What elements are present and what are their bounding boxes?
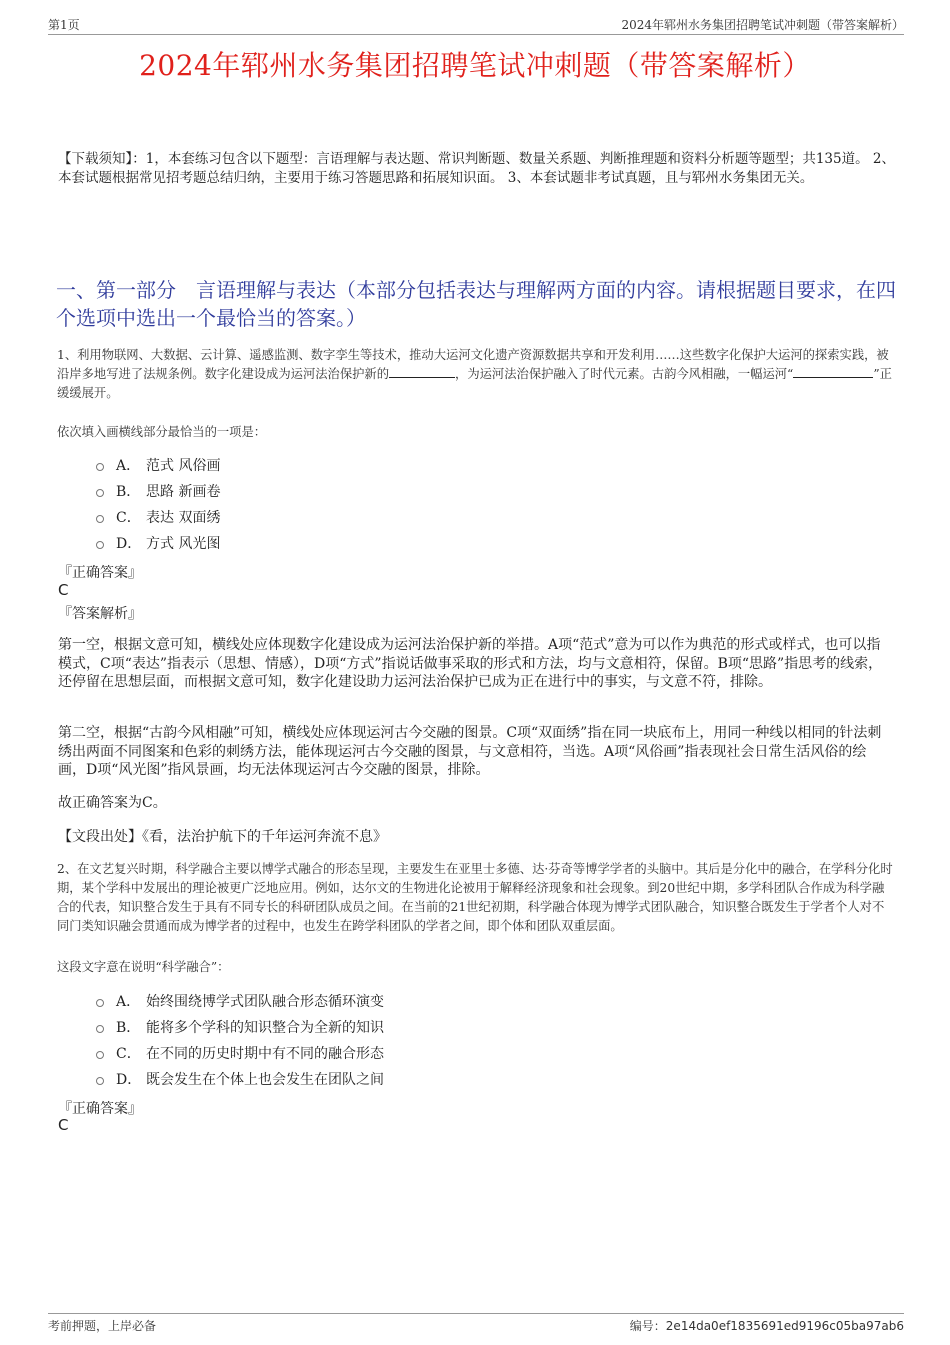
option-key: C． bbox=[116, 510, 141, 526]
question-1-text-part3: ”正缓缓展开。 bbox=[57, 367, 892, 400]
question-1-analysis-conclusion: 故正确答案为C。 bbox=[58, 795, 167, 811]
question-1-analysis-label: 『答案解析』 bbox=[58, 606, 142, 622]
question-1-option-a[interactable] bbox=[96, 452, 220, 478]
question-1-answer-label: 『正确答案』 bbox=[58, 565, 142, 581]
question-2-options bbox=[96, 988, 384, 1092]
question-2-stem: 2、在文艺复兴时期，科学融合主要以博学式融合的形态呈现，主要发生在亚里士多德、达·芬奇等博学学者的头脑中。其后是分化中的融合，在学科分化时期，某个学科中发展出的理论被更广泛地应用。例如，达尔文的生物进化论被用于解释经济现象和社会现象。到20世纪中期，多学科团队合作成为科学融合的代表，知识整合发生于具有不同专长的科研团队成员之间。在当前的21世纪初期，科学融合体现为博学式团队融合，知识整合既发生于学者个人对不同门类知识融会贯通而成为博学者的过程中，也发生在跨学科团队的学者之间，即个体和团队双重层面。 bbox=[57, 862, 893, 933]
question-1-option-c[interactable] bbox=[96, 504, 220, 530]
option-key: A． bbox=[116, 458, 141, 474]
footer-serial-number: 编号：2e14da0ef1835691ed9196c05ba97ab6 bbox=[629, 1319, 904, 1333]
option-text: 始终围绕博学式团队融合形态循环演变 bbox=[146, 994, 384, 1010]
option-text: 既会发生在个体上也会发生在团队之间 bbox=[146, 1072, 384, 1088]
question-1-options bbox=[96, 452, 220, 556]
footer-slogan: 考前押题，上岸必备 bbox=[48, 1319, 157, 1333]
header-doc-title: 2024年郓州水务集团招聘笔试冲刺题（带答案解析） bbox=[621, 18, 904, 32]
option-text: 在不同的历史时期中有不同的融合形态 bbox=[146, 1046, 384, 1062]
question-2-option-d[interactable] bbox=[96, 1066, 384, 1092]
option-key: B． bbox=[116, 484, 141, 500]
radio-icon[interactable] bbox=[96, 1077, 104, 1085]
download-notice: 【下载须知】：1，本套练习包含以下题型：言语理解与表达题、常识判断题、数量关系题、判断推理题和资料分析题等题型；共135道。 2、本套试题根据常见招考题总结归纳，主要用于练习答题思路和拓展知识面。 3、本套试题非考试真题，且与郓州水务集团无关。 bbox=[58, 151, 895, 186]
question-1-option-d[interactable] bbox=[96, 530, 220, 556]
question-1-instruction: 依次填入画横线部分最恰当的一项是： bbox=[57, 425, 267, 439]
question-2-instruction: 这段文字意在说明“科学融合”： bbox=[57, 960, 230, 974]
radio-icon[interactable] bbox=[96, 541, 104, 549]
radio-icon[interactable] bbox=[96, 1025, 104, 1033]
option-key: D． bbox=[116, 536, 142, 552]
option-key: A． bbox=[116, 994, 141, 1010]
radio-icon[interactable] bbox=[96, 1051, 104, 1059]
radio-icon[interactable] bbox=[96, 463, 104, 471]
radio-icon[interactable] bbox=[96, 515, 104, 523]
radio-icon[interactable] bbox=[96, 489, 104, 497]
question-1-text-part1: 1、利用物联网、大数据、云计算、遥感监测、数字孪生等技术，推动大运河文化遗产资源数据共享和开发利用……这些数字化保护大运河的探索实践，被沿岸多地写进了法规条例。数字化建设成为运河法治保护新的 bbox=[57, 348, 889, 381]
question-1-analysis-paragraph-2: 第二空，根据“古韵今风相融”可知，横线处应体现运河古今交融的图景。C项“双面绣”指在同一块底布上，用同一种线以相同的针法刺绣出两面不同图案和色彩的刺绣方法，能体现运河古今交融的图景，与文意相符，当选。A项“风俗画”指表现社会日常生活风俗的绘画，D项“风光图”指风景画，均无法体现运河古今交融的图景，排除。 bbox=[58, 725, 882, 778]
question-2-option-b[interactable] bbox=[96, 1014, 384, 1040]
document-title: 2024年郓州水务集团招聘笔试冲刺题（带答案解析） bbox=[139, 49, 811, 82]
answer-blank-1 bbox=[389, 365, 455, 378]
question-2-option-a[interactable] bbox=[96, 988, 384, 1014]
radio-icon[interactable] bbox=[96, 999, 104, 1007]
option-text: 表达 双面绣 bbox=[146, 510, 221, 526]
option-key: C． bbox=[116, 1046, 141, 1062]
option-text: 方式 风光图 bbox=[146, 536, 221, 552]
question-2-option-c[interactable] bbox=[96, 1040, 384, 1066]
question-1-text-part2: ，为运河法治保护融入了时代元素。古韵今风相融，一幅运河“ bbox=[455, 367, 794, 381]
page-header bbox=[48, 16, 904, 35]
question-1-analysis-paragraph-1: 第一空，根据文意可知，横线处应体现数字化建设成为运河法治保护新的举措。A项“范式”意为可以作为典范的形式或样式，也可以指模式，C项“表达”指表示（思想、情感），D项“方式”指说话做事采取的形式和方法，均与文意相符，保留。B项“思路”指思考的线索，还停留在思想层面，而根据文意可知，数字化建设助力运河法治保护已成为正在进行中的事实，与文意不符，排除。 bbox=[58, 637, 883, 690]
question-1-option-b[interactable] bbox=[96, 478, 220, 504]
question-2-answer: C bbox=[58, 1116, 69, 1134]
option-text: 范式 风俗画 bbox=[146, 458, 221, 474]
option-key: D． bbox=[116, 1072, 142, 1088]
option-text: 思路 新画卷 bbox=[146, 484, 221, 500]
question-1-stem bbox=[57, 346, 895, 403]
page-number: 第1页 bbox=[48, 18, 80, 32]
section-heading: 一、第一部分 言语理解与表达（本部分包括表达与理解两方面的内容。请根据题目要求，在四个选项中选出一个最恰当的答案。） bbox=[56, 278, 896, 330]
option-key: B． bbox=[116, 1020, 141, 1036]
page-footer bbox=[48, 1313, 904, 1334]
option-text: 能将多个学科的知识整合为全新的知识 bbox=[146, 1020, 384, 1036]
question-1-answer: C bbox=[58, 581, 69, 599]
question-1-source: 【文段出处】《看，法治护航下的千年运河奔流不息》 bbox=[58, 829, 387, 845]
answer-blank-2 bbox=[793, 365, 873, 378]
question-2-answer-label: 『正确答案』 bbox=[58, 1101, 142, 1117]
